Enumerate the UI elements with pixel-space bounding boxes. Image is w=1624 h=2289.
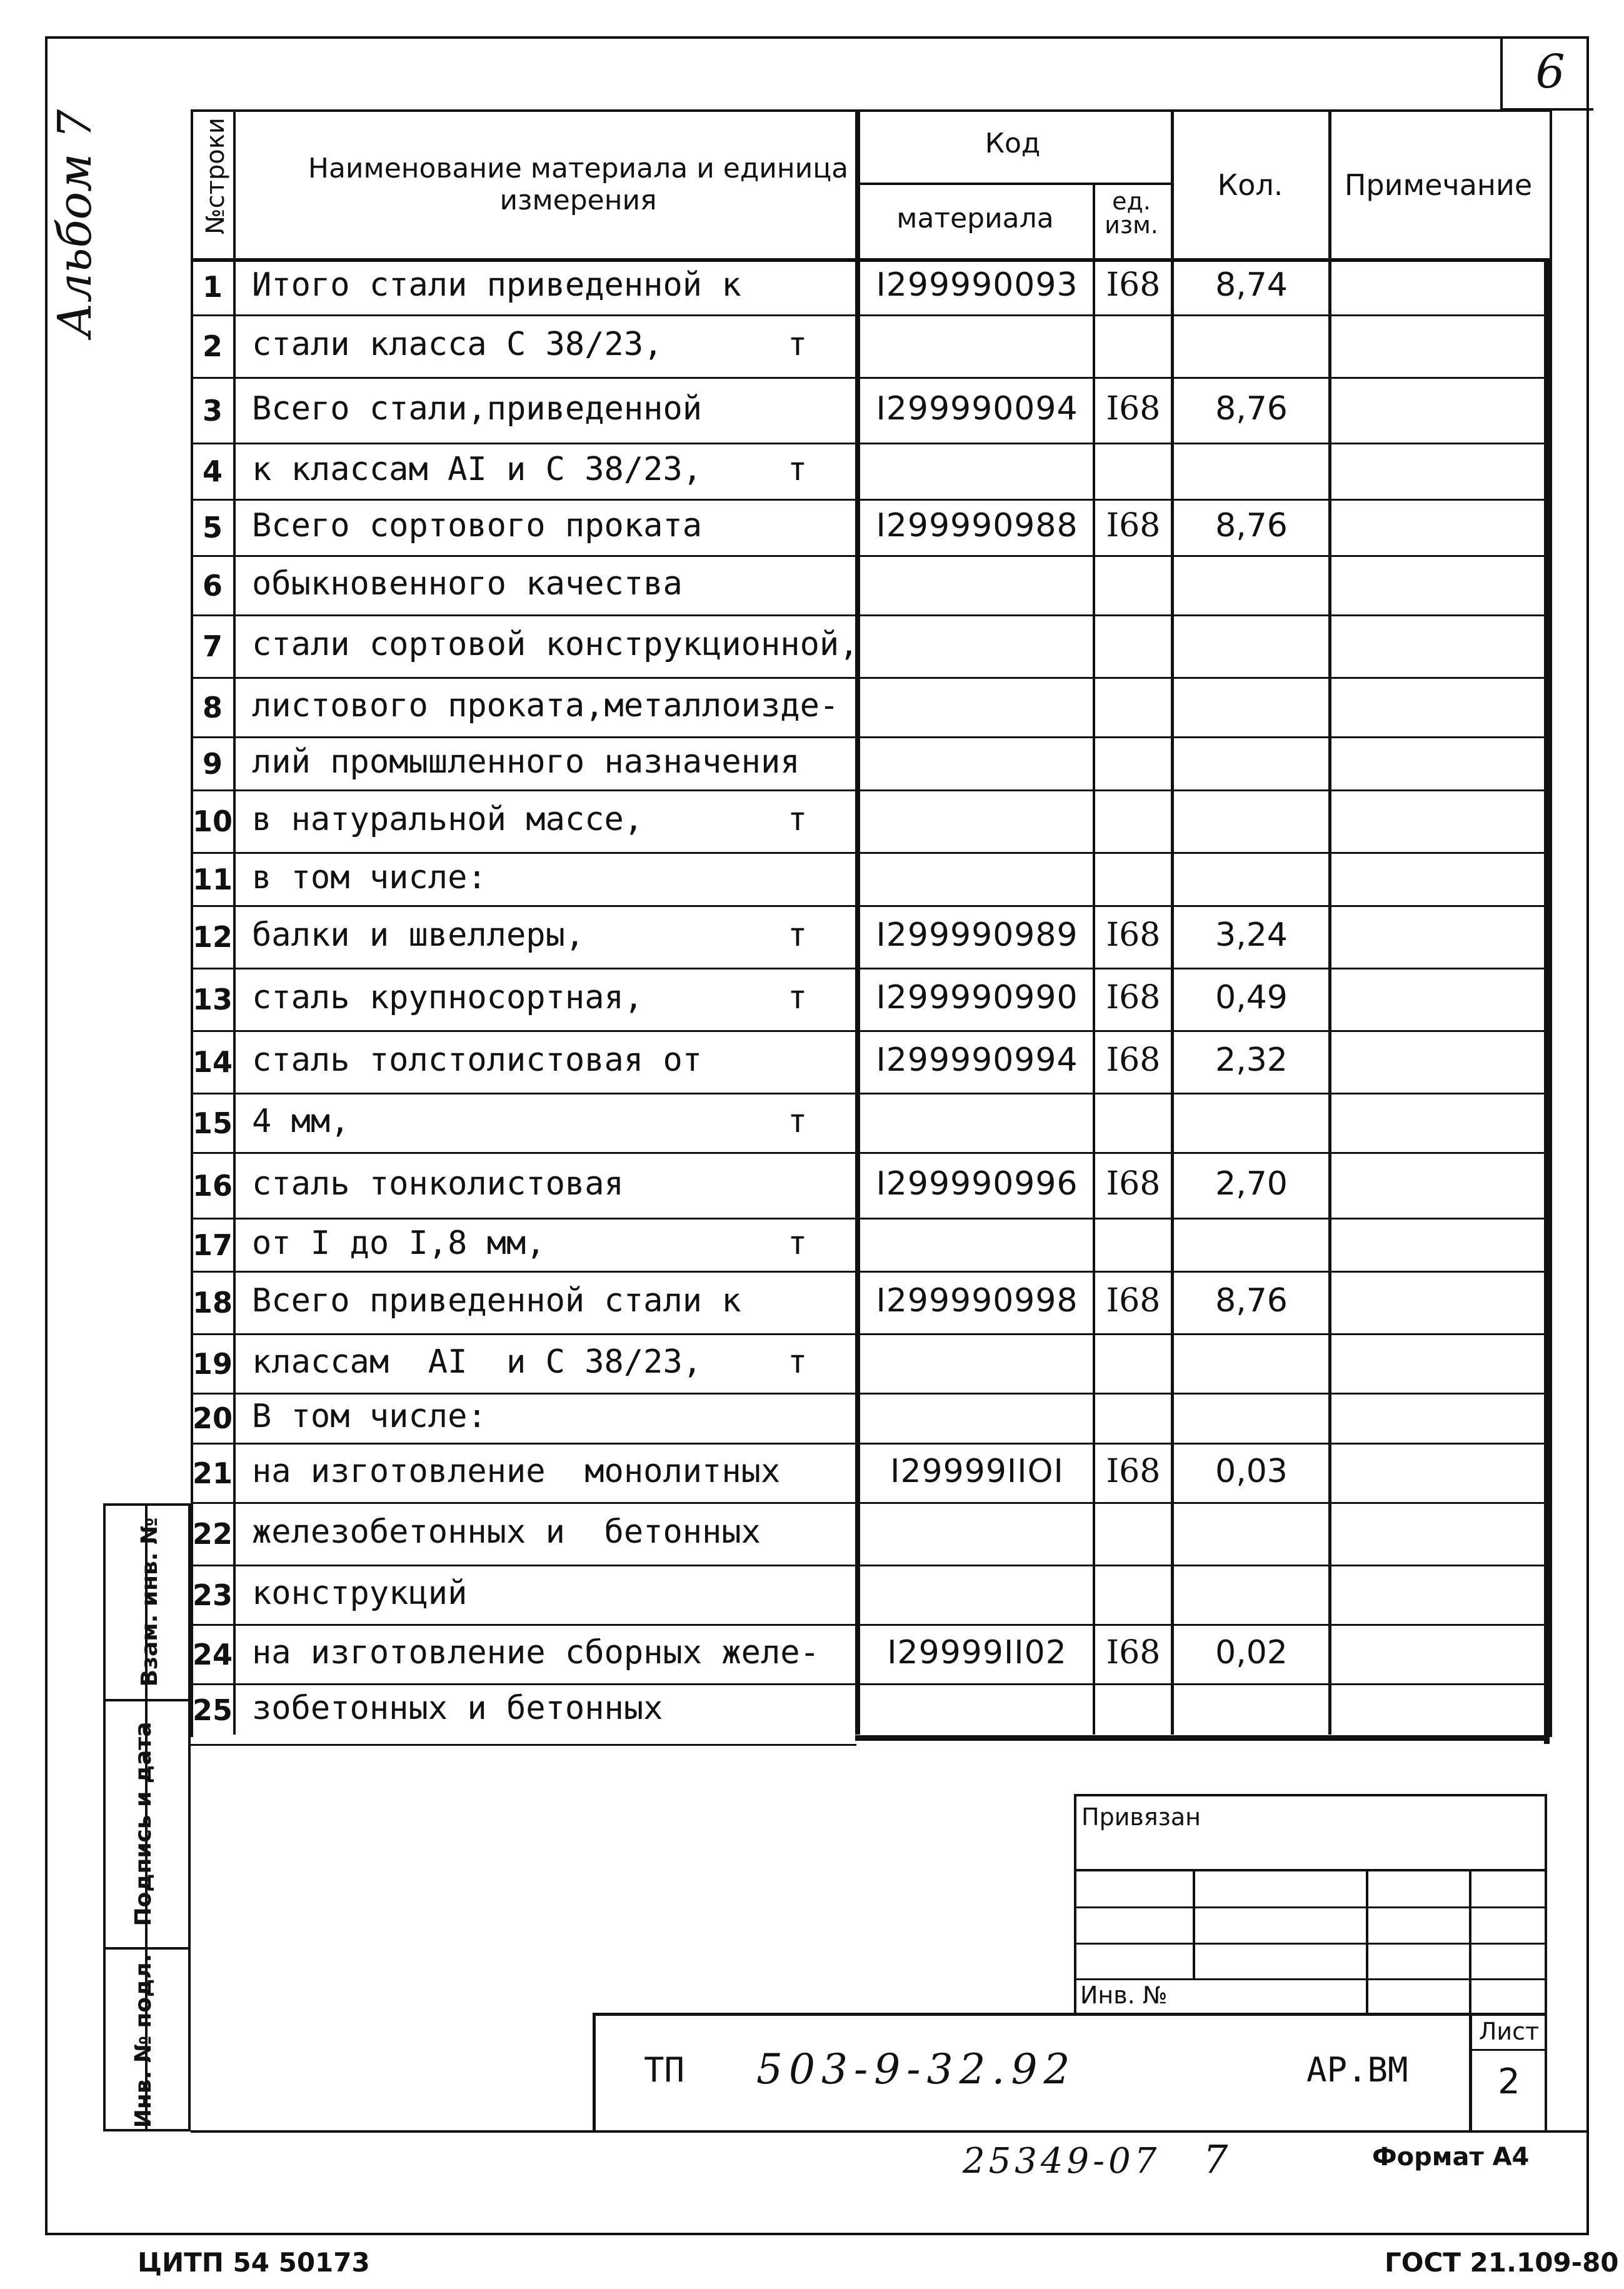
row-unit: I68 (1106, 390, 1161, 428)
row-unit: I68 (1106, 1453, 1161, 1490)
row-name: от I до I,8 мм, (252, 1225, 546, 1262)
row-number: 21 (192, 1456, 233, 1490)
row-qty: 8,76 (1215, 507, 1288, 544)
row-qty: 0,03 (1215, 1453, 1288, 1490)
table-row (191, 1094, 1547, 1153)
row-unit: I68 (1106, 1634, 1161, 1671)
row-number: 15 (192, 1106, 233, 1140)
row-number: 4 (202, 454, 223, 488)
side-stamp-divider-1 (103, 1699, 191, 1701)
row-code: I299990996 (876, 1165, 1078, 1203)
row-name: классам АI и С 38/23, (252, 1343, 703, 1381)
sheet-label: Лист (1478, 2018, 1540, 2045)
row-unit-suffix: т (788, 1225, 808, 1262)
table-row (191, 444, 1547, 500)
row-name: к классам АI и С 38/23, (252, 451, 703, 488)
row-name: Всего сортового проката (252, 507, 703, 544)
footer-left: ЦИТП 54 50173 (138, 2247, 370, 2278)
privyazan-line-3 (1074, 1943, 1547, 1945)
page-number: 6 (1535, 45, 1565, 99)
header-qty: Кол. (1217, 168, 1283, 202)
table-row (191, 1503, 1547, 1566)
row-unit-suffix: т (788, 451, 808, 488)
privyazan-col-3 (1469, 1869, 1471, 2013)
row-unit: I68 (1106, 1165, 1161, 1203)
row-name: сталь крупносортная, (252, 979, 644, 1016)
privyazan-label: Привязан (1081, 1803, 1201, 1831)
table-row (191, 556, 1547, 616)
table-row (191, 1625, 1547, 1685)
header-name: Наименование материала и единица измерения (308, 153, 849, 216)
row-unit: I68 (1106, 1282, 1161, 1320)
row-unit: I68 (1106, 1041, 1161, 1079)
row-name: Всего стали,приведенной (252, 390, 703, 428)
row-code: I299990990 (876, 979, 1078, 1016)
doc-code: АР.ВМ (1306, 2050, 1408, 2090)
row-name: зобетонных и бетонных (252, 1690, 663, 1727)
table-row (191, 1444, 1547, 1503)
row-code: I299990988 (876, 507, 1078, 544)
row-qty: 8,76 (1215, 390, 1288, 428)
row-name: сталь тонколистовая (252, 1165, 624, 1203)
table-row (191, 616, 1547, 678)
stamp-podpis-data: Подпись и дата (131, 1721, 156, 1926)
row-unit: I68 (1106, 266, 1161, 304)
album-note: Альбом 7 (48, 109, 102, 338)
footer-right: ГОСТ 21.109-80 (1385, 2247, 1619, 2278)
privyazan-line-2 (1074, 1906, 1547, 1908)
row-number: 17 (192, 1228, 233, 1262)
row-name: в том числе: (252, 859, 487, 896)
row-unit: I68 (1106, 507, 1161, 544)
row-qty: 2,70 (1215, 1165, 1288, 1203)
row-qty: 2,32 (1215, 1041, 1288, 1079)
row-number: 6 (202, 569, 223, 603)
row-code: I299990094 (876, 390, 1078, 428)
row-name: стали класса С 38/23, (252, 326, 663, 363)
privyazan-col-1 (1193, 1869, 1195, 1978)
privyazan-line-1 (1074, 1869, 1547, 1871)
row-number: 12 (192, 920, 233, 954)
row-qty: 0,49 (1215, 979, 1288, 1016)
row-code: I29999IIOI (890, 1453, 1064, 1490)
row-number: 18 (192, 1286, 233, 1320)
header-code: Код (985, 128, 1041, 159)
row-number: 2 (202, 329, 223, 363)
row-unit-suffix: т (788, 1343, 808, 1381)
table-row (191, 1031, 1547, 1094)
table-row (191, 1153, 1547, 1219)
table-row (191, 1394, 1547, 1444)
table-row (191, 906, 1547, 969)
row-qty: 8,76 (1215, 1282, 1288, 1320)
row-number: 19 (192, 1347, 233, 1381)
row-number: 1 (202, 270, 223, 304)
header-row-number: №строки (201, 118, 230, 234)
table-row (191, 1272, 1547, 1335)
row-unit: I68 (1106, 916, 1161, 954)
copy-mark: 7 (1203, 2136, 1228, 2182)
table-row (191, 259, 1547, 316)
row-qty: 8,74 (1215, 266, 1288, 304)
row-name: 4 мм, (252, 1103, 350, 1140)
privyazan-col-2 (1366, 1869, 1368, 2013)
row-code: I299990989 (876, 916, 1078, 954)
project-code: 503-9-32.92 (756, 2045, 1076, 2093)
row-number: 16 (192, 1169, 233, 1203)
row-code: I299990994 (876, 1041, 1078, 1079)
row-number: 10 (192, 804, 233, 838)
row-name: железобетонных и бетонных (252, 1513, 761, 1551)
table-row (191, 316, 1547, 378)
table-row (191, 1219, 1547, 1272)
handwritten-number: 25349-07 (963, 2141, 1161, 2181)
table-row (191, 738, 1547, 791)
row-code: I299990998 (876, 1282, 1078, 1320)
row-number: 5 (202, 511, 223, 544)
row-number: 8 (202, 691, 223, 724)
row-number: 7 (202, 629, 223, 663)
row-name: Всего приведенной стали к (252, 1282, 741, 1320)
row-name: листового проката,металлоизде- (252, 687, 840, 724)
row-name: балки и швеллеры, (252, 916, 585, 954)
row-name: стали сортовой конструкционной, (252, 626, 859, 663)
stamp-vzam-inv: Взам. инв. № (137, 1517, 163, 1687)
row-code: I29999II02 (887, 1634, 1067, 1671)
table-row (191, 791, 1547, 853)
table-row (191, 1566, 1547, 1625)
table-row (191, 378, 1547, 444)
row-name: на изготовление монолитных (252, 1453, 781, 1490)
row-qty: 3,24 (1215, 916, 1288, 954)
row-number: 24 (192, 1638, 233, 1671)
row-number: 23 (192, 1578, 233, 1612)
row-number: 25 (192, 1693, 233, 1727)
row-unit-suffix: т (788, 979, 808, 1016)
row-name: конструкций (252, 1575, 468, 1612)
row-code: I299990093 (876, 266, 1078, 304)
row-name: сталь толстолистовая от (252, 1041, 703, 1079)
row-number: 11 (192, 863, 233, 896)
tp-label: ТП (644, 2050, 685, 2090)
row-number: 13 (192, 983, 233, 1016)
row-name: в натуральной массе, (252, 801, 644, 838)
sheet-label-line (1469, 2049, 1547, 2051)
inv-no-label: Инв. № (1080, 1981, 1168, 2009)
table-row (191, 1685, 1547, 1736)
row-name: В том числе: (252, 1398, 487, 1435)
privyazan-line-4 (1074, 1978, 1547, 1980)
sheet-number: 2 (1498, 2061, 1520, 2102)
row-number: 20 (192, 1401, 233, 1435)
table-row (191, 969, 1547, 1031)
stamp-inv-podl: Инв. № подл. (131, 1953, 156, 2128)
row-unit: I68 (1106, 979, 1161, 1016)
table-row (191, 1335, 1547, 1394)
row-unit-suffix: т (788, 326, 808, 363)
row-unit-suffix: т (788, 916, 808, 954)
row-unit-suffix: т (788, 1103, 808, 1140)
row-number: 3 (202, 394, 223, 428)
code-divider (858, 183, 1173, 185)
header-code-unit: ед. изм. (1105, 188, 1158, 239)
row-qty: 0,02 (1215, 1634, 1288, 1671)
row-name: на изготовление сборных желе- (252, 1634, 820, 1671)
row-number: 14 (192, 1045, 233, 1079)
header-code-material: материала (896, 203, 1054, 234)
table-row (191, 853, 1547, 906)
row-number: 9 (202, 747, 223, 781)
table-bottom-thin (191, 1744, 856, 1746)
row-name: Итого стали приведенной к (252, 266, 741, 304)
row-name: лий промышленного назначения (252, 743, 800, 781)
row-unit-suffix: т (788, 801, 808, 838)
format-label: Формат А4 (1372, 2143, 1530, 2171)
row-number: 22 (192, 1517, 233, 1551)
header-note: Примечание (1344, 168, 1533, 202)
row-name: обыкновенного качества (252, 565, 683, 603)
table-row (191, 678, 1547, 738)
table-row (191, 500, 1547, 556)
